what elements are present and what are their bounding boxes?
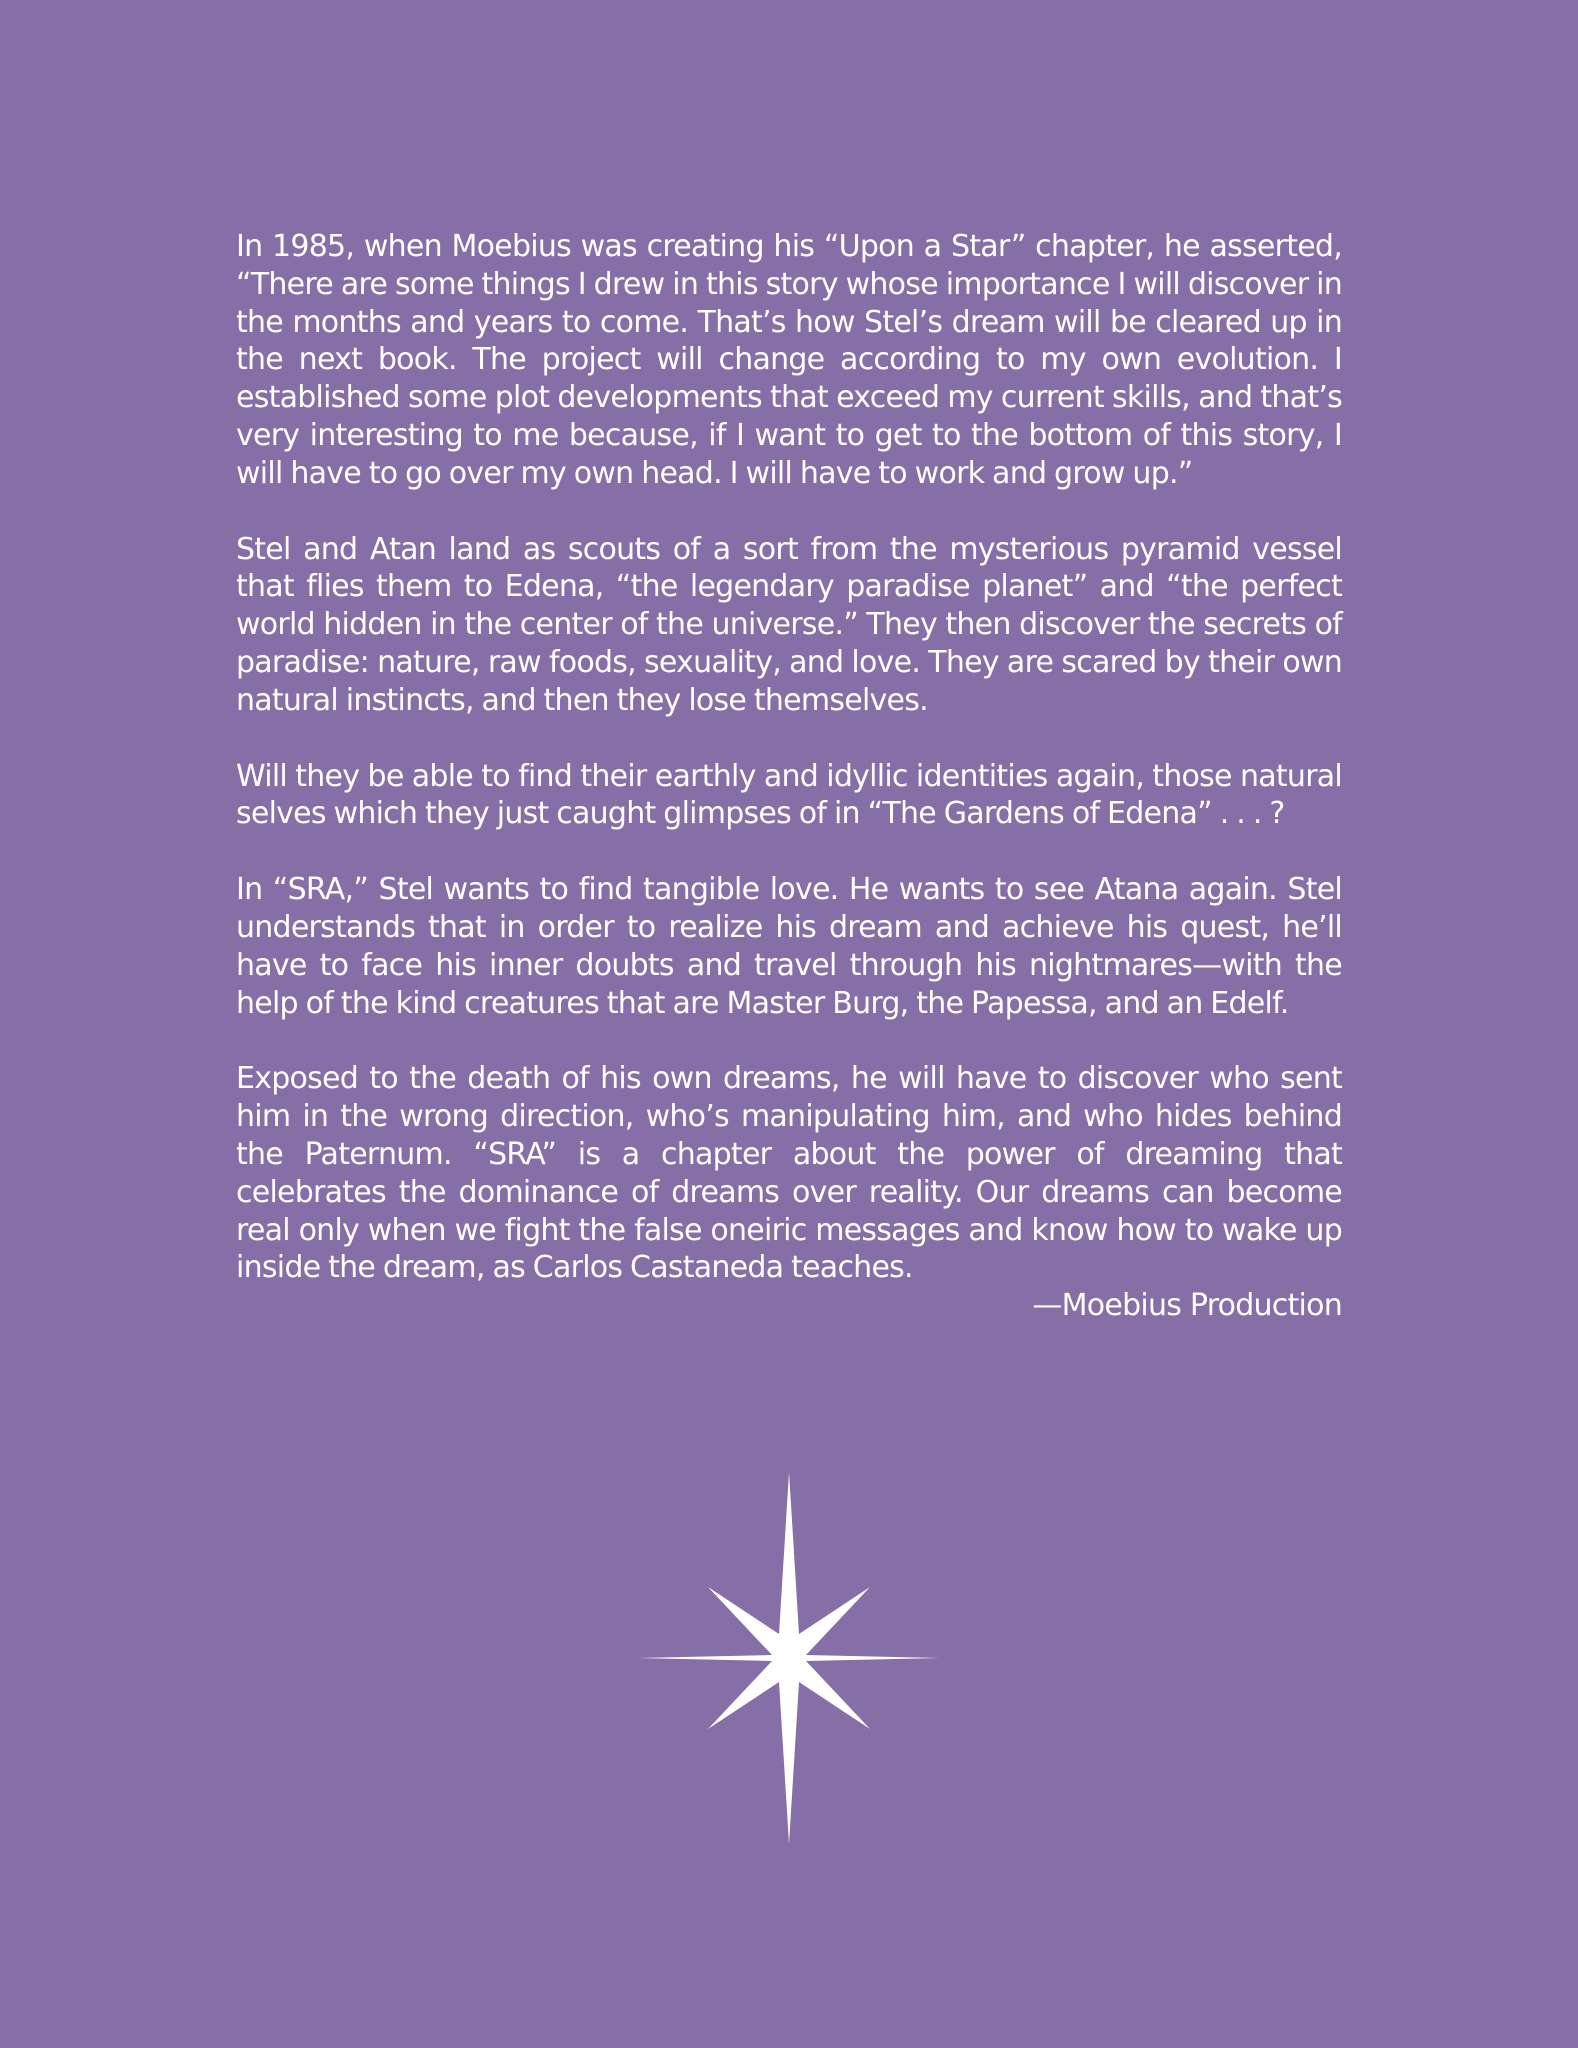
- paragraph-4: In “SRA,” Stel wants to find tangible love. He wants to see Atana again. Stel understands that in order to realize his dream and achieve his quest, he’ll have to face his inner doubts and travel through his nightmares—with the help of the kind creatures that are Master Burg, the Papessa, and an Edelf.: [236, 872, 1342, 1021]
- star-shape: [638, 1472, 940, 1844]
- paragraph-5: Exposed to the death of his own dreams, he will have to discover who sent him in the wrong direction, who’s manipulating him, and who hides behind the Paternum. “SRA” is a chapter about the power of dreaming that celebrates the dominance of dreams over reality. Our dreams can become real only when we fight the false oneiric messages and know how to wake up inside the dream, as Carlos Castaneda teaches.: [236, 1061, 1342, 1286]
- paragraph-3: Will they be able to find their earthly and idyllic identities again, those natural selves which they just caught glimpses of in “The Gardens of Edena” . . . ?: [236, 758, 1342, 832]
- paragraph-1: In 1985, when Moebius was creating his “Upon a Star” chapter, he asserted, “There are some things I drew in this story whose importance I will discover in the months and years to come. That’s how Stel’s dream will be cleared up in the next book. The project will change according to my own evolution. I established some plot developments that exceed my current skills, and that’s very interesting to me because, if I want to get to the bottom of this story, I will have to go over my own head. I will have to work and grow up.”: [236, 229, 1342, 491]
- signature: —Moebius Production: [1032, 1288, 1342, 1324]
- paragraph-2: Stel and Atan land as scouts of a sort from the mysterious pyramid vessel that flies them to Edena, “the legendary paradise planet” and “the perfect world hidden in the center of the universe.” They then discover the secrets of paradise: nature, raw foods, sexuality, and love. They are scared by their own natural instincts, and then they lose themselves.: [236, 531, 1342, 718]
- eight-point-star-icon: [638, 1472, 940, 1844]
- essay-text-block: [236, 228, 1342, 1325]
